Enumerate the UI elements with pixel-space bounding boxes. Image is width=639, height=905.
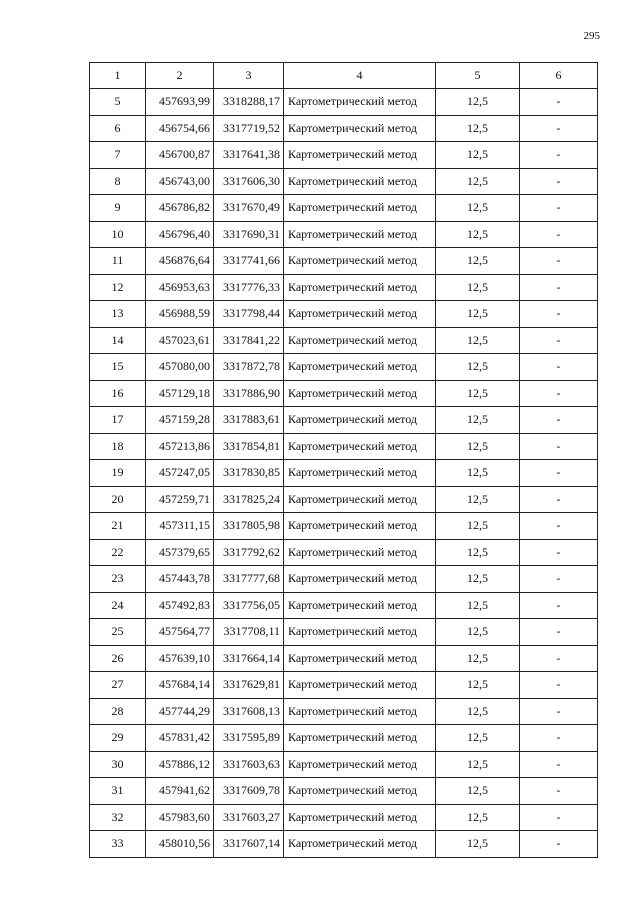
x-coordinate-cell: 457492,83	[146, 592, 214, 619]
y-coordinate-cell: 3317606,30	[214, 168, 284, 195]
column-header-2: 2	[146, 63, 214, 89]
accuracy-cell: 12,5	[436, 645, 520, 672]
column-header-6: 6	[520, 63, 598, 89]
method-cell: Картометрический метод	[284, 566, 436, 593]
method-cell: Картометрический метод	[284, 804, 436, 831]
column-header-5: 5	[436, 63, 520, 89]
y-coordinate-cell: 3317603,63	[214, 751, 284, 778]
y-coordinate-cell: 3317670,49	[214, 195, 284, 222]
x-coordinate-cell: 456700,87	[146, 142, 214, 169]
accuracy-cell: 12,5	[436, 751, 520, 778]
table-header-row	[90, 63, 598, 89]
accuracy-cell: 12,5	[436, 142, 520, 169]
y-coordinate-cell: 3317595,89	[214, 725, 284, 752]
y-coordinate-cell: 3317883,61	[214, 407, 284, 434]
x-coordinate-cell: 456754,66	[146, 115, 214, 142]
y-coordinate-cell: 3317841,22	[214, 327, 284, 354]
method-cell: Картометрический метод	[284, 407, 436, 434]
x-coordinate-cell: 457684,14	[146, 672, 214, 699]
accuracy-cell: 12,5	[436, 592, 520, 619]
note-cell: -	[520, 380, 598, 407]
method-cell: Картометрический метод	[284, 778, 436, 805]
point-number-cell: 20	[90, 486, 146, 513]
accuracy-cell: 12,5	[436, 672, 520, 699]
point-number-cell: 12	[90, 274, 146, 301]
accuracy-cell: 12,5	[436, 698, 520, 725]
method-cell: Картометрический метод	[284, 619, 436, 646]
point-number-cell: 7	[90, 142, 146, 169]
accuracy-cell: 12,5	[436, 831, 520, 858]
x-coordinate-cell: 457693,99	[146, 89, 214, 116]
table-row	[90, 142, 598, 169]
table-row	[90, 698, 598, 725]
y-coordinate-cell: 3317690,31	[214, 221, 284, 248]
method-cell: Картометрический метод	[284, 195, 436, 222]
y-coordinate-cell: 3317792,62	[214, 539, 284, 566]
note-cell: -	[520, 115, 598, 142]
table-row	[90, 327, 598, 354]
x-coordinate-cell: 457213,86	[146, 433, 214, 460]
accuracy-cell: 12,5	[436, 804, 520, 831]
y-coordinate-cell: 3317854,81	[214, 433, 284, 460]
y-coordinate-cell: 3317830,85	[214, 460, 284, 487]
table-row	[90, 831, 598, 858]
x-coordinate-cell: 456786,82	[146, 195, 214, 222]
point-number-cell: 23	[90, 566, 146, 593]
note-cell: -	[520, 566, 598, 593]
note-cell: -	[520, 142, 598, 169]
x-coordinate-cell: 456876,64	[146, 248, 214, 275]
table-row	[90, 725, 598, 752]
method-cell: Картометрический метод	[284, 751, 436, 778]
note-cell: -	[520, 672, 598, 699]
note-cell: -	[520, 725, 598, 752]
point-number-cell: 21	[90, 513, 146, 540]
table-row	[90, 592, 598, 619]
method-cell: Картометрический метод	[284, 380, 436, 407]
note-cell: -	[520, 831, 598, 858]
note-cell: -	[520, 804, 598, 831]
point-number-cell: 22	[90, 539, 146, 566]
x-coordinate-cell: 457129,18	[146, 380, 214, 407]
y-coordinate-cell: 3317872,78	[214, 354, 284, 381]
accuracy-cell: 12,5	[436, 354, 520, 381]
table-row	[90, 407, 598, 434]
accuracy-cell: 12,5	[436, 115, 520, 142]
point-number-cell: 9	[90, 195, 146, 222]
x-coordinate-cell: 457080,00	[146, 354, 214, 381]
table-row	[90, 195, 598, 222]
point-number-cell: 29	[90, 725, 146, 752]
method-cell: Картометрический метод	[284, 168, 436, 195]
point-number-cell: 24	[90, 592, 146, 619]
method-cell: Картометрический метод	[284, 221, 436, 248]
accuracy-cell: 12,5	[436, 301, 520, 328]
point-number-cell: 18	[90, 433, 146, 460]
method-cell: Картометрический метод	[284, 354, 436, 381]
point-number-cell: 17	[90, 407, 146, 434]
accuracy-cell: 12,5	[436, 274, 520, 301]
note-cell: -	[520, 221, 598, 248]
table-row	[90, 89, 598, 116]
note-cell: -	[520, 778, 598, 805]
point-number-cell: 5	[90, 89, 146, 116]
point-number-cell: 16	[90, 380, 146, 407]
accuracy-cell: 12,5	[436, 778, 520, 805]
point-number-cell: 32	[90, 804, 146, 831]
table-row	[90, 619, 598, 646]
point-number-cell: 28	[90, 698, 146, 725]
y-coordinate-cell: 3318288,17	[214, 89, 284, 116]
method-cell: Картометрический метод	[284, 274, 436, 301]
method-cell: Картометрический метод	[284, 142, 436, 169]
table-row	[90, 566, 598, 593]
note-cell: -	[520, 274, 598, 301]
y-coordinate-cell: 3317777,68	[214, 566, 284, 593]
point-number-cell: 19	[90, 460, 146, 487]
method-cell: Картометрический метод	[284, 831, 436, 858]
table-row	[90, 645, 598, 672]
table-row	[90, 274, 598, 301]
x-coordinate-cell: 456988,59	[146, 301, 214, 328]
accuracy-cell: 12,5	[436, 168, 520, 195]
note-cell: -	[520, 460, 598, 487]
y-coordinate-cell: 3317756,05	[214, 592, 284, 619]
accuracy-cell: 12,5	[436, 327, 520, 354]
method-cell: Картометрический метод	[284, 460, 436, 487]
note-cell: -	[520, 354, 598, 381]
method-cell: Картометрический метод	[284, 301, 436, 328]
y-coordinate-cell: 3317641,38	[214, 142, 284, 169]
x-coordinate-cell: 456743,00	[146, 168, 214, 195]
note-cell: -	[520, 486, 598, 513]
column-header-3: 3	[214, 63, 284, 89]
x-coordinate-cell: 457259,71	[146, 486, 214, 513]
y-coordinate-cell: 3317603,27	[214, 804, 284, 831]
note-cell: -	[520, 619, 598, 646]
y-coordinate-cell: 3317886,90	[214, 380, 284, 407]
accuracy-cell: 12,5	[436, 433, 520, 460]
y-coordinate-cell: 3317719,52	[214, 115, 284, 142]
note-cell: -	[520, 592, 598, 619]
point-number-cell: 27	[90, 672, 146, 699]
page-number: 295	[583, 30, 600, 42]
table-row	[90, 380, 598, 407]
y-coordinate-cell: 3317708,11	[214, 619, 284, 646]
x-coordinate-cell: 457159,28	[146, 407, 214, 434]
accuracy-cell: 12,5	[436, 539, 520, 566]
accuracy-cell: 12,5	[436, 566, 520, 593]
accuracy-cell: 12,5	[436, 248, 520, 275]
x-coordinate-cell: 457744,29	[146, 698, 214, 725]
x-coordinate-cell: 457379,65	[146, 539, 214, 566]
note-cell: -	[520, 327, 598, 354]
x-coordinate-cell: 456953,63	[146, 274, 214, 301]
accuracy-cell: 12,5	[436, 221, 520, 248]
point-number-cell: 15	[90, 354, 146, 381]
table-body	[90, 89, 598, 858]
accuracy-cell: 12,5	[436, 486, 520, 513]
coordinates-table	[89, 62, 598, 858]
x-coordinate-cell: 457311,15	[146, 513, 214, 540]
table-row	[90, 221, 598, 248]
x-coordinate-cell: 457564,77	[146, 619, 214, 646]
y-coordinate-cell: 3317805,98	[214, 513, 284, 540]
note-cell: -	[520, 407, 598, 434]
note-cell: -	[520, 195, 598, 222]
x-coordinate-cell: 457639,10	[146, 645, 214, 672]
x-coordinate-cell: 457247,05	[146, 460, 214, 487]
column-header-4: 4	[284, 63, 436, 89]
accuracy-cell: 12,5	[436, 725, 520, 752]
method-cell: Картометрический метод	[284, 539, 436, 566]
table-row	[90, 486, 598, 513]
point-number-cell: 11	[90, 248, 146, 275]
x-coordinate-cell: 458010,56	[146, 831, 214, 858]
y-coordinate-cell: 3317607,14	[214, 831, 284, 858]
note-cell: -	[520, 433, 598, 460]
y-coordinate-cell: 3317825,24	[214, 486, 284, 513]
note-cell: -	[520, 248, 598, 275]
table-row	[90, 672, 598, 699]
accuracy-cell: 12,5	[436, 619, 520, 646]
method-cell: Картометрический метод	[284, 592, 436, 619]
point-number-cell: 6	[90, 115, 146, 142]
point-number-cell: 8	[90, 168, 146, 195]
note-cell: -	[520, 513, 598, 540]
method-cell: Картометрический метод	[284, 327, 436, 354]
table-row	[90, 778, 598, 805]
method-cell: Картометрический метод	[284, 698, 436, 725]
method-cell: Картометрический метод	[284, 645, 436, 672]
point-number-cell: 10	[90, 221, 146, 248]
y-coordinate-cell: 3317664,14	[214, 645, 284, 672]
point-number-cell: 30	[90, 751, 146, 778]
method-cell: Картометрический метод	[284, 433, 436, 460]
accuracy-cell: 12,5	[436, 380, 520, 407]
method-cell: Картометрический метод	[284, 115, 436, 142]
x-coordinate-cell: 457443,78	[146, 566, 214, 593]
method-cell: Картометрический метод	[284, 248, 436, 275]
table-row	[90, 539, 598, 566]
table-row	[90, 248, 598, 275]
accuracy-cell: 12,5	[436, 460, 520, 487]
note-cell: -	[520, 301, 598, 328]
accuracy-cell: 12,5	[436, 195, 520, 222]
point-number-cell: 25	[90, 619, 146, 646]
table-row	[90, 433, 598, 460]
y-coordinate-cell: 3317798,44	[214, 301, 284, 328]
note-cell: -	[520, 751, 598, 778]
y-coordinate-cell: 3317776,33	[214, 274, 284, 301]
point-number-cell: 14	[90, 327, 146, 354]
method-cell: Картометрический метод	[284, 672, 436, 699]
y-coordinate-cell: 3317741,66	[214, 248, 284, 275]
note-cell: -	[520, 89, 598, 116]
accuracy-cell: 12,5	[436, 407, 520, 434]
x-coordinate-cell: 457983,60	[146, 804, 214, 831]
x-coordinate-cell: 457023,61	[146, 327, 214, 354]
table-row	[90, 301, 598, 328]
note-cell: -	[520, 168, 598, 195]
y-coordinate-cell: 3317608,13	[214, 698, 284, 725]
table-row	[90, 751, 598, 778]
table-row	[90, 804, 598, 831]
table-row	[90, 115, 598, 142]
point-number-cell: 33	[90, 831, 146, 858]
x-coordinate-cell: 457941,62	[146, 778, 214, 805]
table-row	[90, 460, 598, 487]
column-header-1: 1	[90, 63, 146, 89]
table-row	[90, 513, 598, 540]
accuracy-cell: 12,5	[436, 513, 520, 540]
x-coordinate-cell: 457831,42	[146, 725, 214, 752]
note-cell: -	[520, 645, 598, 672]
table-row	[90, 354, 598, 381]
y-coordinate-cell: 3317629,81	[214, 672, 284, 699]
y-coordinate-cell: 3317609,78	[214, 778, 284, 805]
point-number-cell: 31	[90, 778, 146, 805]
point-number-cell: 26	[90, 645, 146, 672]
method-cell: Картометрический метод	[284, 513, 436, 540]
accuracy-cell: 12,5	[436, 89, 520, 116]
point-number-cell: 13	[90, 301, 146, 328]
note-cell: -	[520, 698, 598, 725]
method-cell: Картометрический метод	[284, 725, 436, 752]
x-coordinate-cell: 456796,40	[146, 221, 214, 248]
x-coordinate-cell: 457886,12	[146, 751, 214, 778]
method-cell: Картометрический метод	[284, 486, 436, 513]
method-cell: Картометрический метод	[284, 89, 436, 116]
table-row	[90, 168, 598, 195]
note-cell: -	[520, 539, 598, 566]
